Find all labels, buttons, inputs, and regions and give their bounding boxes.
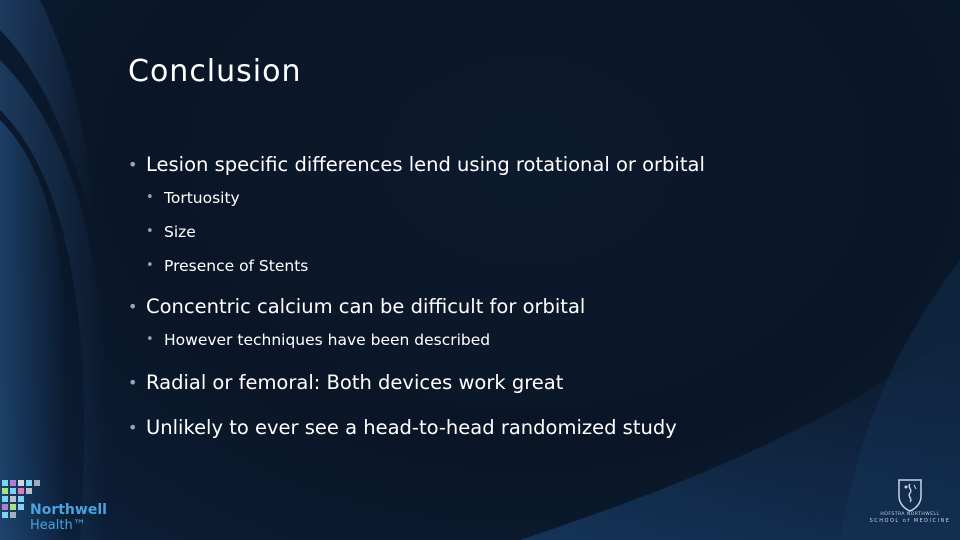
school-crest-icon — [897, 478, 923, 512]
school-name-line1: HOFSTRA NORTHWELL — [880, 512, 940, 517]
bullet-item: • Unlikely to ever see a head-to-head randomized study — [128, 413, 848, 443]
sub-bullet-item: • Tortuosity — [146, 186, 848, 210]
northwell-logo — [0, 478, 110, 538]
bullet-item: • Radial or femoral: Both devices work great — [128, 368, 848, 398]
sub-bullet-item: • However techniques have been described — [146, 328, 848, 352]
sub-bullet-item: • Size — [146, 220, 848, 244]
bullet-item: • Lesion specific differences lend using rotational or orbital — [128, 150, 848, 180]
school-name-line2: SCHOOL of MEDICINE — [869, 518, 951, 524]
bullet-item: • Concentric calcium can be difficult for orbital — [128, 292, 848, 322]
slide-title: Conclusion — [128, 54, 302, 89]
northwell-line2: Health™ — [30, 518, 86, 533]
northwell-wordmark — [30, 503, 107, 533]
sub-bullet-item: • Presence of Stents — [146, 254, 848, 278]
bullet-list — [128, 150, 848, 443]
northwell-line1: Northwell — [30, 502, 107, 518]
school-logo — [864, 478, 956, 538]
